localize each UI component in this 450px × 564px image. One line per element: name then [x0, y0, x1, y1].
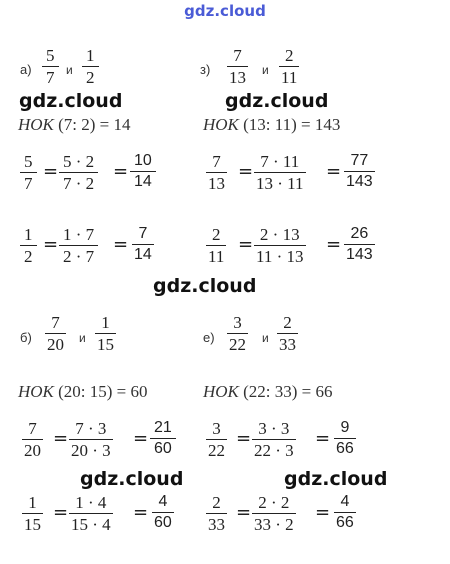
and-word: и — [66, 63, 73, 77]
denominator: 22 — [229, 335, 246, 354]
lcm-line — [203, 382, 332, 402]
numerator: 1 · 7 — [59, 226, 98, 246]
denominator: 15 — [97, 335, 114, 354]
problem-label: а) — [20, 62, 32, 77]
numerator: 1 · 4 — [69, 494, 113, 514]
denominator: 15 · 4 — [71, 515, 111, 534]
fraction-mid — [61, 153, 96, 192]
fraction-rhs — [152, 420, 174, 457]
numerator: 77 — [344, 153, 375, 172]
fraction-mid — [256, 153, 304, 192]
problem-label: б) — [20, 330, 32, 345]
fraction-lhs — [24, 494, 41, 533]
lcm-line — [18, 382, 147, 402]
numerator: 1 — [20, 226, 37, 246]
denominator: 2 — [86, 68, 95, 87]
equals-sign: = — [43, 234, 59, 255]
numerator: 7 — [132, 226, 154, 245]
numerator: 2 — [277, 314, 298, 334]
lcm-args: (20: 15) = 60 — [58, 382, 148, 401]
denominator: 13 — [208, 174, 225, 193]
numerator: 26 — [344, 226, 375, 245]
numerator: 3 · 3 — [252, 420, 296, 440]
fraction — [97, 314, 114, 353]
lcm-word: НОК — [18, 115, 54, 134]
fraction-mid — [61, 226, 96, 265]
fraction-mid — [256, 226, 304, 265]
fraction-mid — [254, 494, 294, 533]
fraction-mid — [254, 420, 294, 459]
lcm-word: НОК — [203, 382, 239, 401]
numerator: 2 — [279, 47, 299, 67]
denominator: 66 — [336, 514, 354, 531]
denominator: 11 — [208, 247, 225, 266]
fraction-lhs — [208, 226, 224, 265]
fraction — [279, 314, 296, 353]
numerator: 5 — [42, 47, 59, 67]
fraction-rhs — [346, 226, 373, 263]
denominator: 2 · 7 — [63, 247, 95, 266]
problem-label: е) — [203, 330, 215, 345]
numerator: 4 — [334, 494, 356, 513]
denominator: 15 — [24, 515, 41, 534]
denominator: 14 — [134, 246, 152, 263]
numerator: 2 — [206, 494, 227, 514]
numerator: 3 — [227, 314, 248, 334]
fraction — [47, 314, 64, 353]
equals-sign: = — [53, 502, 69, 523]
fraction-lhs — [22, 153, 35, 192]
equals-sign: = — [133, 502, 149, 523]
numerator: 7 — [45, 314, 66, 334]
fraction-lhs — [22, 226, 35, 265]
numerator: 2 · 2 — [252, 494, 296, 514]
numerator: 1 — [82, 47, 99, 67]
numerator: 7 · 11 — [254, 153, 306, 173]
numerator: 7 — [22, 420, 43, 440]
denominator: 7 — [24, 174, 33, 193]
lcm-word: НОК — [18, 382, 54, 401]
numerator: 10 — [130, 153, 156, 172]
denominator: 7 — [46, 68, 55, 87]
numerator: 2 · 13 — [254, 226, 306, 246]
fraction-rhs — [336, 420, 354, 457]
equals-sign: = — [326, 161, 342, 182]
equals-sign: = — [236, 502, 252, 523]
equals-sign: = — [43, 161, 59, 182]
fraction — [84, 47, 97, 86]
denominator: 13 — [229, 68, 246, 87]
fraction-rhs — [154, 494, 172, 531]
equals-sign: = — [133, 428, 149, 449]
denominator: 33 · 2 — [254, 515, 294, 534]
fraction-mid — [71, 420, 111, 459]
numerator: 7 — [227, 47, 248, 67]
problem-label: з) — [200, 62, 211, 77]
numerator: 7 — [206, 153, 227, 173]
equals-sign: = — [326, 234, 342, 255]
equals-sign: = — [113, 161, 129, 182]
fraction — [229, 314, 246, 353]
denominator: 20 — [24, 441, 41, 460]
equals-sign: = — [315, 502, 331, 523]
numerator: 1 — [95, 314, 116, 334]
fraction-mid — [71, 494, 111, 533]
lcm-word: НОК — [203, 115, 239, 134]
watermark-top: gdz.cloud — [184, 2, 266, 20]
denominator: 143 — [346, 173, 373, 190]
numerator: 9 — [334, 420, 356, 439]
lcm-line — [18, 115, 130, 135]
equals-sign: = — [238, 161, 254, 182]
and-word: и — [79, 331, 86, 345]
fraction — [281, 47, 297, 86]
denominator: 20 — [47, 335, 64, 354]
and-word: и — [262, 63, 269, 77]
fraction-lhs — [208, 153, 225, 192]
denominator: 11 — [281, 68, 298, 87]
denominator: 13 · 11 — [256, 174, 304, 193]
numerator: 7 · 3 — [69, 420, 113, 440]
denominator: 66 — [336, 440, 354, 457]
lcm-args: (13: 11) = 143 — [243, 115, 341, 134]
numerator: 21 — [150, 420, 176, 439]
fraction-lhs — [24, 420, 41, 459]
numerator: 2 — [206, 226, 226, 246]
fraction-lhs — [208, 420, 225, 459]
watermark: gdz.cloud — [80, 468, 184, 490]
numerator: 4 — [152, 494, 174, 513]
watermark: gdz.cloud — [284, 468, 388, 490]
equals-sign: = — [113, 234, 129, 255]
fraction — [229, 47, 246, 86]
fraction-rhs — [336, 494, 354, 531]
denominator: 33 — [208, 515, 225, 534]
denominator: 11 · 13 — [256, 247, 304, 266]
numerator: 1 — [22, 494, 43, 514]
denominator: 60 — [154, 440, 172, 457]
fraction-rhs — [346, 153, 373, 190]
fraction-rhs — [132, 153, 154, 190]
denominator: 33 — [279, 335, 296, 354]
denominator: 60 — [154, 514, 172, 531]
watermark: gdz.cloud — [225, 90, 329, 112]
denominator: 22 — [208, 441, 225, 460]
lcm-line — [203, 115, 340, 135]
and-word: и — [262, 331, 269, 345]
watermark: gdz.cloud — [153, 275, 257, 297]
fraction — [44, 47, 57, 86]
numerator: 5 · 2 — [59, 153, 98, 173]
equals-sign: = — [315, 428, 331, 449]
denominator: 143 — [346, 246, 373, 263]
denominator: 2 — [24, 247, 33, 266]
denominator: 22 · 3 — [254, 441, 294, 460]
lcm-args: (22: 33) = 66 — [243, 382, 333, 401]
numerator: 3 — [206, 420, 227, 440]
denominator: 20 · 3 — [71, 441, 111, 460]
lcm-args: (7: 2) = 14 — [58, 115, 131, 134]
denominator: 14 — [134, 173, 152, 190]
fraction-rhs — [134, 226, 152, 263]
numerator: 5 — [20, 153, 37, 173]
denominator: 7 · 2 — [63, 174, 95, 193]
equals-sign: = — [238, 234, 254, 255]
equals-sign: = — [53, 428, 69, 449]
watermark: gdz.cloud — [19, 90, 123, 112]
fraction-lhs — [208, 494, 225, 533]
equals-sign: = — [236, 428, 252, 449]
